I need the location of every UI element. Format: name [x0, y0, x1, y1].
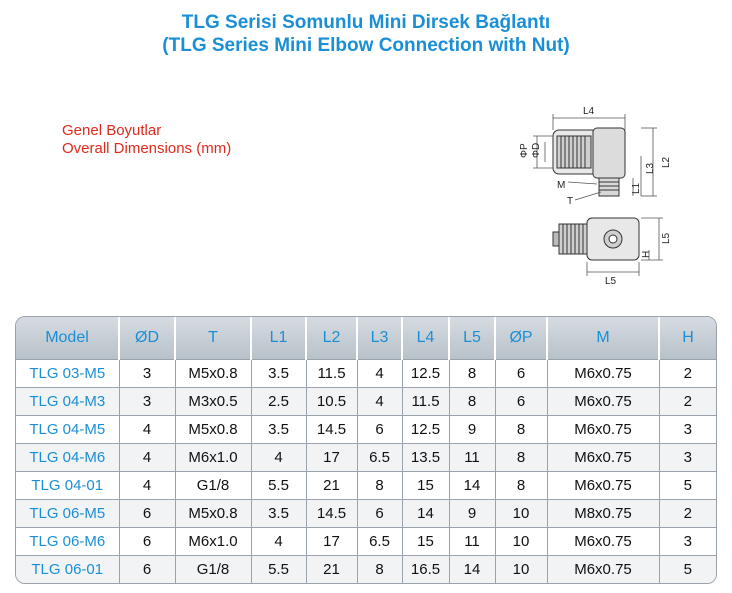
model-cell: TLG 04-M5	[16, 416, 119, 444]
table-cell: 15	[402, 472, 449, 500]
table-cell: 3	[659, 444, 716, 472]
table-cell: 17	[306, 444, 357, 472]
table-cell: 11	[449, 444, 495, 472]
table-cell: 10	[495, 556, 547, 584]
table-row	[16, 388, 716, 416]
label-t: T	[567, 196, 574, 207]
table-cell: M6x1.0	[175, 528, 251, 556]
table-cell: 6	[495, 388, 547, 416]
column-header: M	[547, 317, 659, 360]
table-cell: 15	[402, 528, 449, 556]
table-cell: M6x0.75	[547, 360, 659, 388]
table-cell: 9	[449, 416, 495, 444]
table-cell: 4	[251, 444, 306, 472]
table-cell: 12.5	[402, 416, 449, 444]
model-cell: TLG 03-M5	[16, 360, 119, 388]
column-header: L2	[306, 317, 357, 360]
elbow-top-view	[553, 218, 639, 260]
table-cell: 8	[449, 388, 495, 416]
table-cell: 16.5	[402, 556, 449, 584]
model-cell: TLG 04-M3	[16, 388, 119, 416]
table-cell: 12.5	[402, 360, 449, 388]
label-h: H	[641, 250, 652, 258]
table-row	[16, 500, 716, 528]
table-cell: 3	[119, 388, 175, 416]
table-cell: 6	[119, 528, 175, 556]
table-cell: M3x0.5	[175, 388, 251, 416]
table-cell: 21	[306, 556, 357, 584]
column-header: ØD	[119, 317, 175, 360]
table-row	[16, 528, 716, 556]
table-cell: 3	[659, 528, 716, 556]
table-cell: G1/8	[175, 472, 251, 500]
table-cell: 10	[495, 500, 547, 528]
table-cell: 5	[659, 472, 716, 500]
label-l5-side: L5	[661, 232, 672, 244]
table-cell: M6x0.75	[547, 444, 659, 472]
table-cell: 6	[495, 360, 547, 388]
dimensions-table	[15, 316, 717, 584]
table-cell: 17	[306, 528, 357, 556]
dimensions-label-tr: Genel Boyutlar	[62, 122, 162, 139]
table-cell: 2	[659, 388, 716, 416]
label-l3: L3	[645, 162, 656, 174]
table-cell: M6x0.75	[547, 388, 659, 416]
table-cell: 11.5	[402, 388, 449, 416]
label-phi-d: ΦD	[531, 142, 542, 158]
table-cell: M6x0.75	[547, 416, 659, 444]
table-cell: 4	[119, 472, 175, 500]
table-cell: 6.5	[357, 444, 402, 472]
table-cell: 11	[449, 528, 495, 556]
table-cell: 6	[357, 416, 402, 444]
table-cell: 3.5	[251, 360, 306, 388]
table-cell: 13.5	[402, 444, 449, 472]
table-cell: 4	[251, 528, 306, 556]
column-header: L5	[449, 317, 495, 360]
table-cell: 2.5	[251, 388, 306, 416]
column-header: L3	[357, 317, 402, 360]
label-l5-bottom: L5	[605, 276, 617, 285]
table-cell: 6	[119, 556, 175, 584]
table-cell: 14.5	[306, 500, 357, 528]
table-cell: 8	[357, 472, 402, 500]
column-header: ØP	[495, 317, 547, 360]
table-cell: M6x0.75	[547, 472, 659, 500]
table-row	[16, 444, 716, 472]
table-row	[16, 416, 716, 444]
column-header: T	[175, 317, 251, 360]
table-cell: 14	[449, 556, 495, 584]
model-cell: TLG 04-01	[16, 472, 119, 500]
table-cell: 5	[659, 556, 716, 584]
table-cell: M6x0.75	[547, 528, 659, 556]
model-cell: TLG 06-M6	[16, 528, 119, 556]
table-cell: 10.5	[306, 388, 357, 416]
label-m: M	[557, 180, 566, 191]
label-l1: L1	[631, 182, 642, 194]
table-cell: 2	[659, 360, 716, 388]
table-cell: 9	[449, 500, 495, 528]
table-cell: M6x1.0	[175, 444, 251, 472]
table-cell: 3	[119, 360, 175, 388]
table-cell: 6.5	[357, 528, 402, 556]
table-cell: 3.5	[251, 416, 306, 444]
table-cell: 5.5	[251, 472, 306, 500]
title-english: (TLG Series Mini Elbow Connection with Nut)	[162, 35, 570, 56]
technical-drawing	[493, 100, 683, 285]
table-cell: 14.5	[306, 416, 357, 444]
table-cell: 10	[495, 528, 547, 556]
table-cell: 2	[659, 500, 716, 528]
table-cell: 8	[495, 472, 547, 500]
table-cell: 4	[357, 360, 402, 388]
table-cell: 3	[659, 416, 716, 444]
table-cell: M6x0.75	[547, 556, 659, 584]
model-cell: TLG 04-M6	[16, 444, 119, 472]
table-cell: 8	[495, 444, 547, 472]
table-cell: 14	[402, 500, 449, 528]
column-header: L1	[251, 317, 306, 360]
column-header: L4	[402, 317, 449, 360]
model-cell: TLG 06-01	[16, 556, 119, 584]
table-cell: G1/8	[175, 556, 251, 584]
title-turkish: TLG Serisi Somunlu Mini Dirsek Bağlantı	[181, 12, 551, 33]
table-cell: 3.5	[251, 500, 306, 528]
table-cell: 6	[119, 500, 175, 528]
table-cell: 11.5	[306, 360, 357, 388]
table-header-row	[16, 317, 716, 360]
table-cell: 6	[357, 500, 402, 528]
table-cell: 4	[119, 416, 175, 444]
table-row	[16, 360, 716, 388]
table-cell: 8	[449, 360, 495, 388]
model-cell: TLG 06-M5	[16, 500, 119, 528]
table-cell: 5.5	[251, 556, 306, 584]
label-l2: L2	[661, 156, 672, 168]
column-header: H	[659, 317, 716, 360]
table-cell: 8	[357, 556, 402, 584]
table-cell: M5x0.8	[175, 360, 251, 388]
table-cell: M8x0.75	[547, 500, 659, 528]
table-cell: 4	[119, 444, 175, 472]
table-cell: 8	[495, 416, 547, 444]
label-phi-p: ΦP	[519, 143, 530, 158]
table-cell: 4	[357, 388, 402, 416]
table-row	[16, 472, 716, 500]
table-cell: M5x0.8	[175, 416, 251, 444]
table-cell: 14	[449, 472, 495, 500]
table-cell: M5x0.8	[175, 500, 251, 528]
table-cell: 21	[306, 472, 357, 500]
dimensions-label-en: Overall Dimensions (mm)	[62, 140, 232, 157]
label-l4: L4	[583, 106, 595, 117]
column-header: Model	[16, 317, 119, 360]
table-row	[16, 556, 716, 584]
